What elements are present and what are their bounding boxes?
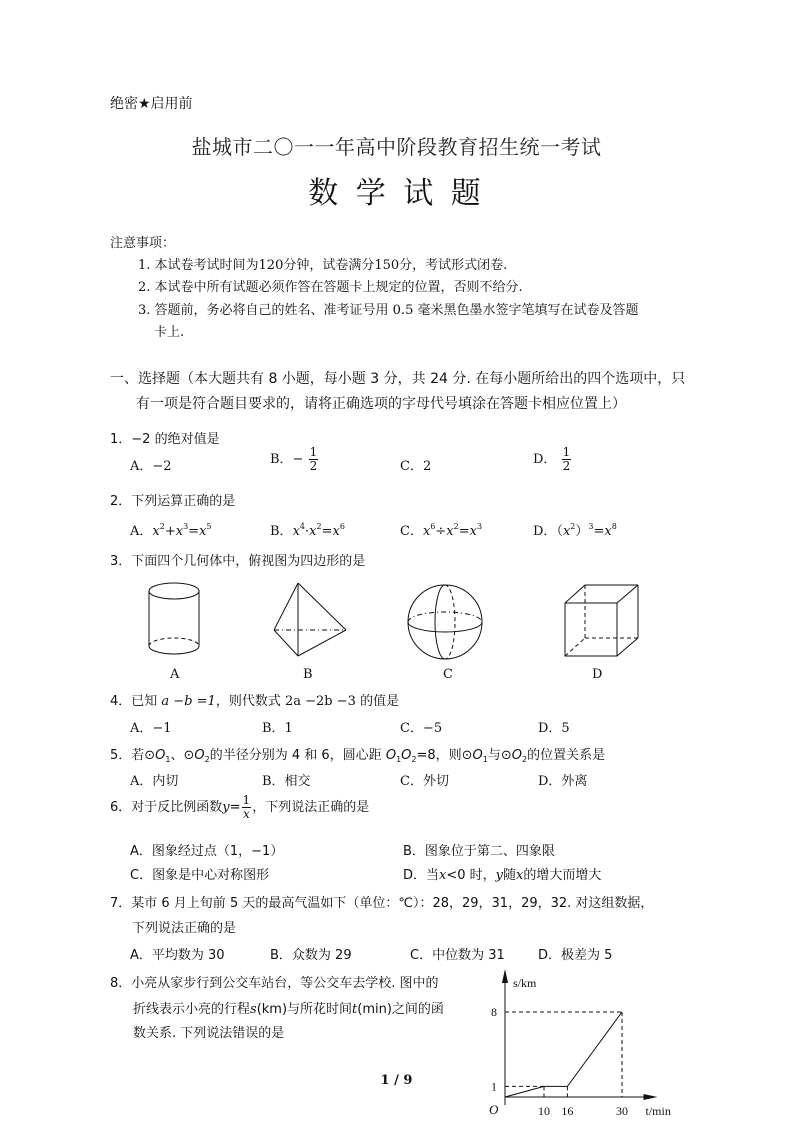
q4-expression-1: a −b =1 [161,694,216,709]
q1-option-c: C．2 [400,459,432,474]
q6-option-d [403,864,601,883]
fraction-numerator: 1 [562,445,571,459]
q7-option-d: D．极差为 5 [538,948,613,963]
subscript: 2 [204,755,210,764]
q1-option-d-fraction [562,446,572,473]
q1-option-a: A．−2 [130,459,172,474]
q4-stem-suffix: 的值是 [360,694,400,709]
equals: = [458,524,470,539]
q8-stem-line3: 数关系. 下列说法错误的是 [133,1026,285,1041]
q6-text: 的增大而增大 [523,868,602,883]
subject-title: 数 学 试 题 [308,176,485,211]
q4-option-d: D．5 [538,721,570,736]
exponent: 6 [339,522,345,531]
y-axis-arrow [502,969,508,983]
cube-hidden-edge [565,638,585,656]
pyramid-edge [298,583,346,630]
distance-time-chart [470,965,695,1122]
exponent: 8 [611,522,617,531]
equals: = [321,524,333,539]
variable: x [292,524,300,539]
q8-text: (min)之间的函 [357,1002,444,1017]
variable: x [332,524,340,539]
origin-label: O [489,1102,499,1117]
cylinder-figure [145,580,215,665]
equals: = [229,800,241,815]
q8-stem-line1: 8．小亮从家步行到公交车站台，等公交车去学校. 图中的 [110,976,439,991]
fraction-denominator: 2 [562,459,571,473]
q2-option-c [400,520,482,539]
q4-option-b: B．1 [262,721,293,736]
section-title-line2: 有一项是符合题目要求的，请将正确选项的字母代号填涂在答题卡相应位置上） [136,396,626,412]
figure-label-a: A [170,667,180,682]
operator: ÷ [435,524,447,539]
figure-label-c: C [443,667,453,682]
exponent: 4 [299,522,305,531]
subscript: 1 [396,755,402,764]
cylinder-bottom-front [149,646,199,654]
variable-x: x [439,868,447,883]
subscript: 2 [411,755,417,764]
q4-stem-mid: ，则代数式 [215,694,281,709]
variable: x [562,524,571,539]
pyramid-edge [274,630,298,656]
pyramid-edge [298,630,346,656]
operator: + [164,524,176,539]
q5-text: =8，则⊙ [416,748,473,763]
fraction-denominator: x [242,807,250,821]
q6-option-b: B．图象位于第二、四象限 [403,844,555,859]
q7-stem-line1: 7．某市 6 月上旬前 5 天的最高气温如下（单位：℃）：28，29，31，29，32. 对这组数据， [110,896,654,911]
q6-option-c: C．图象是中心对称图形 [130,868,270,883]
variable: x [309,524,317,539]
q6-fraction [242,794,252,821]
q8-text: 折线表示小亮的行程 [133,1002,251,1017]
q7-stem-line2: 下列说法正确的是 [132,921,237,936]
paren-open: （ [556,524,563,539]
cube-figure [548,580,648,665]
cube-edge [617,638,638,656]
y-tick-label: 1 [491,1079,497,1094]
q5-text: 5．若⊙ [110,748,156,763]
variable-t: t [352,1002,358,1017]
sphere-equator-back [408,612,482,622]
pyramid-edge [274,583,298,630]
paren-close: ） [575,524,589,539]
q2-option-d [533,520,617,539]
circle-o: O [511,748,523,763]
q8-text: (km)与所花时间 [256,1002,353,1017]
q1-option-d-prefix: D． [533,452,557,467]
circle-o: O [194,748,205,763]
q4-stem-prefix: 4．已知 [110,694,158,709]
q1-option-d [533,446,572,473]
q7-option-a: A．平均数为 30 [130,948,225,963]
cylinder-bottom-back [149,638,199,646]
section-title-line1: 一、选择题（本大题共有 8 小题，每小题 3 分，共 24 分. 在每小题所给出的四个选项中，只 [110,371,686,387]
variable-y: y [495,868,504,883]
y-tick-label: 8 [491,1005,497,1019]
fraction-denominator: 2 [309,459,318,473]
q5-text: 的半径分别为 4 和 6，圆心距 [209,748,382,763]
option-label: B． [270,524,293,539]
q1-option-b-prefix: B．− [270,452,304,467]
q5-stem [110,744,605,764]
fraction-numerator: 1 [309,445,318,459]
q5-option-a: A．内切 [130,774,179,789]
note-item-1: 1. 本试卷考试时间为120分钟，试卷满分150分，考试形式闭卷. [138,258,508,273]
q6-text: 6．对于反比例函数 [110,800,223,815]
subscript: 1 [165,755,171,764]
cube-edge [617,585,638,603]
cylinder-top [149,583,199,599]
sphere-outline [408,585,482,659]
q6-text: <0 时， [446,868,496,883]
q6-stem [110,794,369,821]
q6-text: ，下列说法正确的是 [252,800,370,815]
q5-option-b: B．相交 [262,774,311,789]
sphere-meridian-back [445,585,455,659]
circle-o: O [155,748,166,763]
q7-option-b: B．众数为 29 [270,948,352,963]
q4-option-c: C．−5 [400,721,443,736]
exponent: 6 [430,522,436,531]
q6-text: D．当 [403,868,440,883]
q6-option-a: A．图象经过点（1，−1） [130,844,284,859]
variable: x [199,524,207,539]
sphere-figure [405,580,485,665]
q5-option-d: D．外离 [538,774,588,789]
exponent: 2 [570,522,576,531]
exponent: 3 [183,522,189,531]
exponent: 3 [588,522,594,531]
x-tick-label: 10 [538,1104,550,1118]
note-item-2: 2. 本试卷中所有试题必须作答在答题卡上规定的位置，否则不给分. [138,280,523,295]
exam-title: 盐城市二〇一一年高中阶段教育招生统一考试 [191,135,602,159]
exponent: 2 [159,522,165,531]
q7-option-c: C．中位数为 31 [410,948,505,963]
circle-o: O [401,748,412,763]
variable: x [152,524,160,539]
variable: x [604,524,612,539]
subscript: 2 [522,755,528,764]
sphere-meridian-front [435,585,445,659]
q1-option-b-fraction [309,446,319,473]
q5-text: 、⊙ [170,748,195,763]
q5-text: 与⊙ [487,748,512,763]
q2-stem: 2．下列运算正确的是 [110,494,236,509]
q4-stem [110,690,399,709]
variable: x [446,524,454,539]
q2-option-a [130,520,212,539]
fraction-numerator: 1 [242,793,251,807]
exponent: 2 [316,522,322,531]
circle-o: O [472,748,483,763]
q8-stem-line2 [133,998,444,1017]
notes-heading: 注意事项： [110,236,176,251]
exponent: 5 [206,522,212,531]
variable: x [175,524,184,539]
circle-o: O [385,748,397,763]
variable: x [469,524,477,539]
x-tick-label: 30 [616,1104,628,1118]
q4-option-a: A．−1 [130,721,172,736]
q3-stem: 3．下面四个几何体中，俯视图为四边形的是 [110,554,366,569]
q4-expression-2: 2a −2b −3 [284,694,356,709]
operator: · [305,524,310,539]
variable-s: s [250,1002,257,1017]
q1-option-b [270,446,319,473]
option-label: D． [533,524,557,539]
cube-edge [565,585,585,603]
x-axis-label: t/min [645,1104,671,1118]
x-tick-label: 16 [561,1104,574,1118]
option-label: C． [400,524,423,539]
x-axis-arrow [644,1094,658,1100]
exponent: 2 [453,522,459,531]
sphere-equator-front [408,622,482,632]
q5-option-c: C．外切 [400,774,449,789]
page-number: 1 / 9 [380,1073,413,1088]
cube-front-face [565,603,617,656]
equals: = [188,524,200,539]
variable-y: y [222,800,230,815]
note-item-3: 3. 答题前，务必将自己的姓名、准考证号用 0.5 毫米黑色墨水签字笔填写在试卷及答题 [138,303,639,318]
note-item-3-cont: 卡上. [154,325,185,340]
y-axis-label: s/km [513,976,537,990]
classification-label: 绝密★启用前 [110,96,193,112]
variable-x: x [516,868,524,883]
figure-label-d: D [592,667,603,682]
exponent: 3 [476,522,483,531]
q5-text: 的位置关系是 [527,748,606,763]
q2-option-b [270,520,345,539]
variable: x [422,524,431,539]
equals: = [593,524,605,539]
option-label: A． [130,524,153,539]
q1-stem: 1．−2 的绝对值是 [110,432,220,447]
pyramid-figure [270,580,355,665]
figure-label-b: B [303,667,313,682]
subscript: 1 [482,755,488,764]
q6-text: 随 [503,868,517,883]
